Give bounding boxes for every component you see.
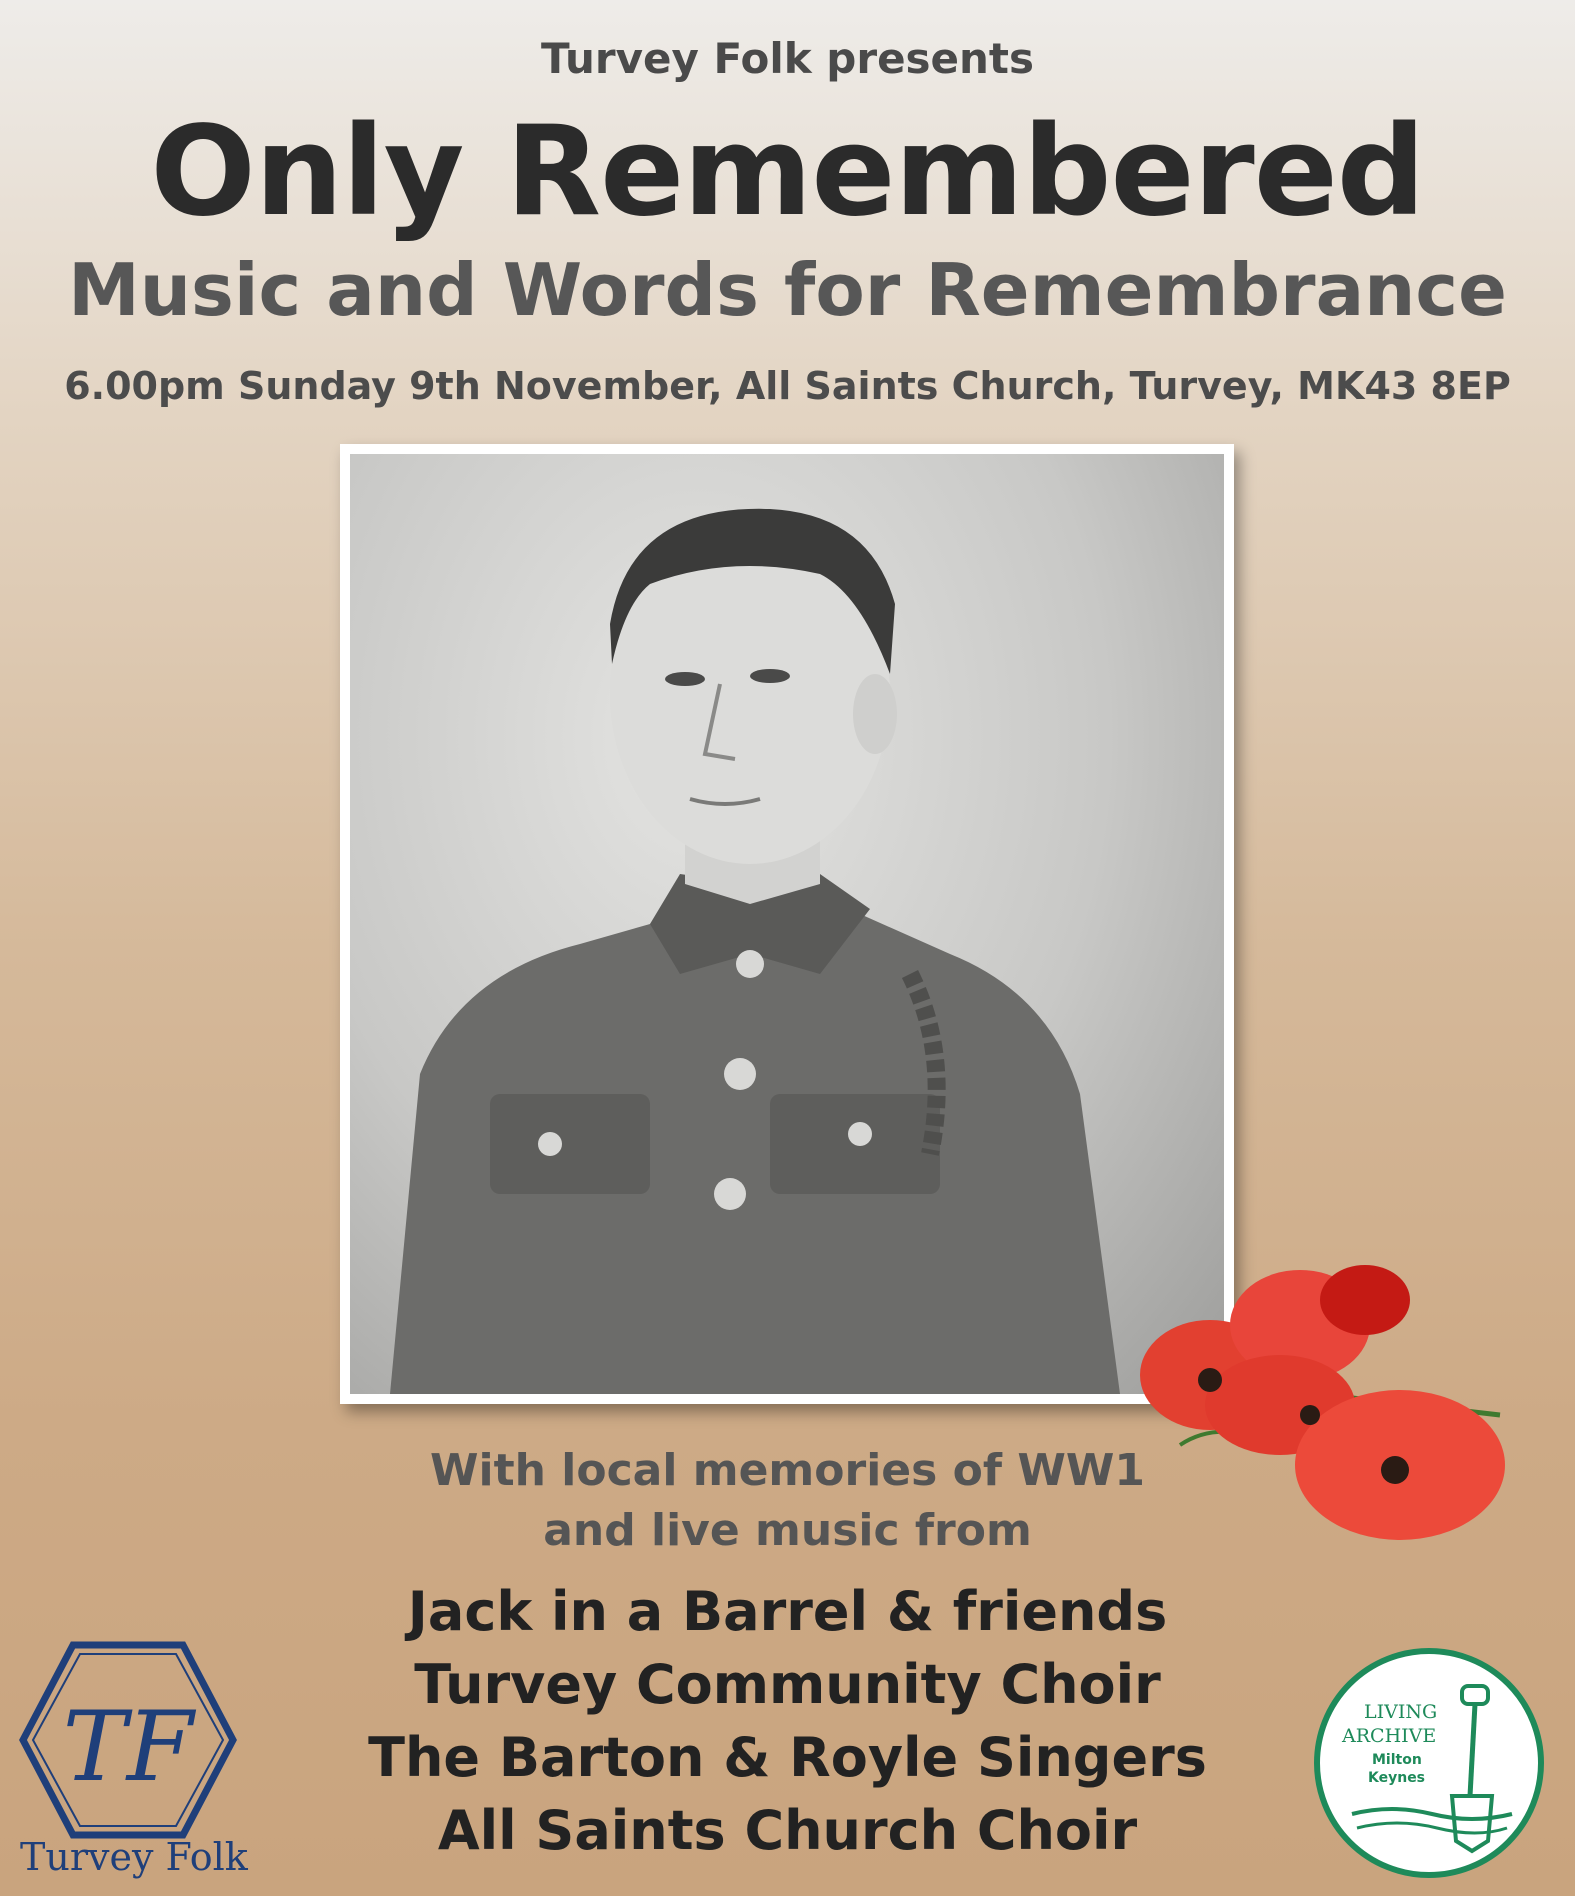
living-archive-line1: LIVING	[1364, 1701, 1438, 1723]
soldier-illustration	[350, 454, 1224, 1394]
living-archive-line4: Keynes	[1368, 1770, 1426, 1786]
presenter-line: Turvey Folk presents	[540, 34, 1035, 83]
living-archive-line2: ARCHIVE	[1342, 1725, 1437, 1747]
living-archive-line3: Milton	[1372, 1752, 1422, 1768]
performer-4: All Saints Church Choir	[437, 1799, 1138, 1862]
performer-3: The Barton & Royle Singers	[368, 1726, 1207, 1789]
soldier-portrait	[350, 454, 1224, 1394]
performer-2: Turvey Community Choir	[414, 1653, 1161, 1716]
performer-1: Jack in a Barrel & friends	[407, 1580, 1168, 1643]
event-subtitle: Music and Words for Remembrance	[68, 248, 1507, 332]
memories-line-2: and live music from	[543, 1505, 1032, 1556]
poppies-icon	[1120, 1265, 1520, 1545]
turvey-folk-monogram: TF	[62, 1691, 194, 1803]
photo-frame	[340, 444, 1234, 1404]
memories-line-1: With local memories of WW1	[429, 1445, 1146, 1496]
turvey-folk-caption: Turvey Folk	[20, 1835, 248, 1879]
event-details: 6.00pm Sunday 9th November, All Saints Church, Turvey, MK43 8EP	[64, 364, 1511, 408]
event-title: Only Remembered	[150, 100, 1425, 244]
living-archive-logo	[1312, 1646, 1546, 1880]
